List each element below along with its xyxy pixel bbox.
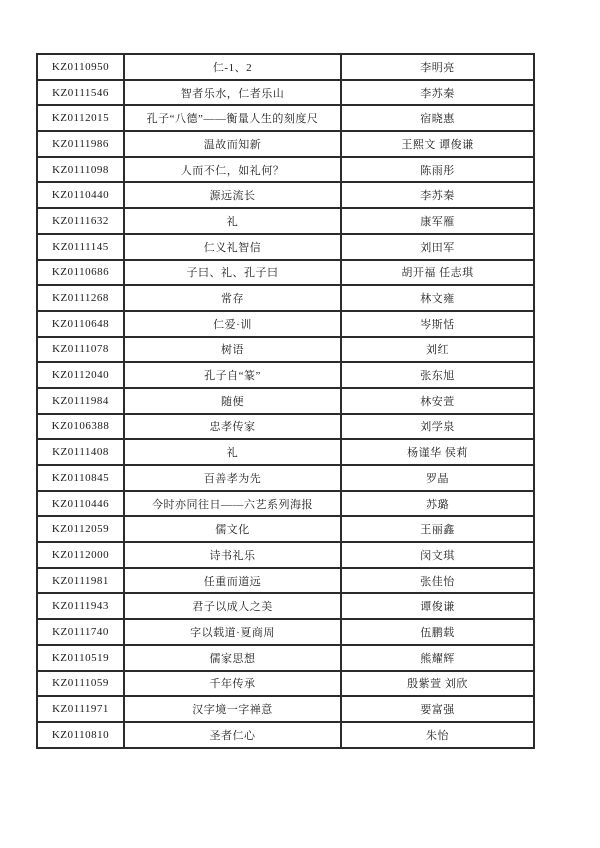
entry-author-cell: 闵文琪 <box>341 542 534 568</box>
table-row <box>37 362 534 388</box>
entry-id-cell: KZ0111986 <box>37 131 124 157</box>
entry-id-cell: KZ0111268 <box>37 285 124 311</box>
entry-author-cell: 刘红 <box>341 337 534 363</box>
entry-title-cell: 常存 <box>124 285 341 311</box>
table-row <box>37 182 534 208</box>
table-row <box>37 285 534 311</box>
entry-author-cell: 陈雨彤 <box>341 157 534 183</box>
submissions-table-body <box>37 54 534 748</box>
entry-author-cell: 李明亮 <box>341 54 534 80</box>
entry-title-cell: 随便 <box>124 388 341 414</box>
entry-author-cell: 王丽鑫 <box>341 516 534 542</box>
entry-id-cell: KZ0111145 <box>37 234 124 260</box>
table-row <box>37 388 534 414</box>
entry-id-cell: KZ0111981 <box>37 568 124 594</box>
table-row <box>37 671 534 697</box>
entry-title-cell: 圣者仁心 <box>124 722 341 748</box>
table-row <box>37 311 534 337</box>
entry-author-cell: 刘学泉 <box>341 414 534 440</box>
entry-title-cell: 君子以成人之美 <box>124 593 341 619</box>
entry-author-cell: 宿晓惠 <box>341 105 534 131</box>
entry-id-cell: KZ0110810 <box>37 722 124 748</box>
entry-id-cell: KZ0110440 <box>37 182 124 208</box>
table-row <box>37 516 534 542</box>
submissions-table <box>36 53 535 749</box>
entry-id-cell: KZ0112059 <box>37 516 124 542</box>
table-row <box>37 131 534 157</box>
entry-id-cell: KZ0110648 <box>37 311 124 337</box>
entry-id-cell: KZ0112000 <box>37 542 124 568</box>
entry-author-cell: 康军雁 <box>341 208 534 234</box>
table-row <box>37 593 534 619</box>
table-row <box>37 260 534 286</box>
entry-author-cell: 刘田军 <box>341 234 534 260</box>
table-row <box>37 414 534 440</box>
entry-title-cell: 忠孝传家 <box>124 414 341 440</box>
table-row <box>37 619 534 645</box>
entry-author-cell: 林安萱 <box>341 388 534 414</box>
table-row <box>37 234 534 260</box>
table-row <box>37 491 534 517</box>
table-row <box>37 157 534 183</box>
entry-title-cell: 智者乐水，仁者乐山 <box>124 80 341 106</box>
entry-id-cell: KZ0111408 <box>37 439 124 465</box>
entry-title-cell: 温故而知新 <box>124 131 341 157</box>
entry-id-cell: KZ0111740 <box>37 619 124 645</box>
entry-title-cell: 源远流长 <box>124 182 341 208</box>
entry-title-cell: 今时亦同往日——六艺系列海报 <box>124 491 341 517</box>
entry-title-cell: 子曰、礼、孔子曰 <box>124 260 341 286</box>
entry-title-cell: 礼 <box>124 208 341 234</box>
entry-author-cell: 林文雍 <box>341 285 534 311</box>
table-row <box>37 568 534 594</box>
table-row <box>37 208 534 234</box>
entry-id-cell: KZ0112040 <box>37 362 124 388</box>
table-row <box>37 722 534 748</box>
entry-title-cell: 千年传承 <box>124 671 341 697</box>
entry-author-cell: 罗晶 <box>341 465 534 491</box>
entry-author-cell: 杨谨华 侯莉 <box>341 439 534 465</box>
entry-id-cell: KZ0111546 <box>37 80 124 106</box>
entry-author-cell: 伍鹏载 <box>341 619 534 645</box>
entry-title-cell: 仁爱·训 <box>124 311 341 337</box>
entry-author-cell: 王熙文 谭俊谦 <box>341 131 534 157</box>
entry-title-cell: 礼 <box>124 439 341 465</box>
entry-author-cell: 李苏秦 <box>341 80 534 106</box>
entry-id-cell: KZ0111632 <box>37 208 124 234</box>
entry-title-cell: 树语 <box>124 337 341 363</box>
entry-title-cell: 字以载道·夏商周 <box>124 619 341 645</box>
entry-author-cell: 李苏秦 <box>341 182 534 208</box>
entry-id-cell: KZ0110845 <box>37 465 124 491</box>
entry-author-cell: 张佳怡 <box>341 568 534 594</box>
entry-author-cell: 朱怡 <box>341 722 534 748</box>
entry-author-cell: 胡开福 任志琪 <box>341 260 534 286</box>
entry-id-cell: KZ0106388 <box>37 414 124 440</box>
table-row <box>37 542 534 568</box>
entry-id-cell: KZ0110519 <box>37 645 124 671</box>
entry-id-cell: KZ0110686 <box>37 260 124 286</box>
entry-title-cell: 孔子“八德”——衡量人生的刻度尺 <box>124 105 341 131</box>
table-row <box>37 645 534 671</box>
entry-id-cell: KZ0111098 <box>37 157 124 183</box>
table-row <box>37 439 534 465</box>
entry-id-cell: KZ0111943 <box>37 593 124 619</box>
entry-author-cell: 苏璐 <box>341 491 534 517</box>
entry-id-cell: KZ0111059 <box>37 671 124 697</box>
table-row <box>37 465 534 491</box>
entry-title-cell: 任重而道远 <box>124 568 341 594</box>
entry-id-cell: KZ0111971 <box>37 696 124 722</box>
table-row <box>37 696 534 722</box>
entry-title-cell: 诗书礼乐 <box>124 542 341 568</box>
entry-id-cell: KZ0110446 <box>37 491 124 517</box>
entry-author-cell: 殷紫萱 刘欣 <box>341 671 534 697</box>
entry-title-cell: 人而不仁，如礼何？ <box>124 157 341 183</box>
table-row <box>37 80 534 106</box>
entry-author-cell: 谭俊谦 <box>341 593 534 619</box>
entry-id-cell: KZ0111078 <box>37 337 124 363</box>
entry-id-cell: KZ0112015 <box>37 105 124 131</box>
entry-title-cell: 汉字境一字禅意 <box>124 696 341 722</box>
entry-id-cell: KZ0110950 <box>37 54 124 80</box>
entry-title-cell: 儒文化 <box>124 516 341 542</box>
entry-title-cell: 孔子自“篆” <box>124 362 341 388</box>
entry-id-cell: KZ0111984 <box>37 388 124 414</box>
table-row <box>37 105 534 131</box>
table-row <box>37 337 534 363</box>
entry-title-cell: 仁义礼智信 <box>124 234 341 260</box>
entry-author-cell: 张东旭 <box>341 362 534 388</box>
table-row <box>37 54 534 80</box>
entry-title-cell: 儒家思想 <box>124 645 341 671</box>
entry-author-cell: 要富强 <box>341 696 534 722</box>
entry-author-cell: 岑斯恬 <box>341 311 534 337</box>
entry-title-cell: 仁-1、2 <box>124 54 341 80</box>
entry-author-cell: 熊耀辉 <box>341 645 534 671</box>
entry-title-cell: 百善孝为先 <box>124 465 341 491</box>
